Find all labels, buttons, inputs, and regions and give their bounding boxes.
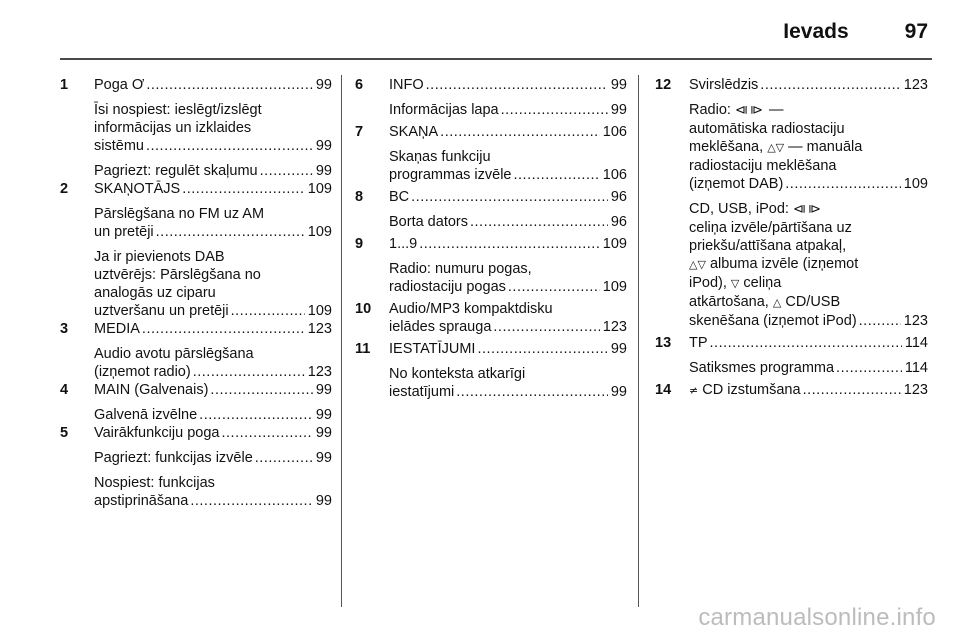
index-entry-8 <box>355 188 627 231</box>
entry-sub: Ja ir pievienots DAB uztvērējs: Pārslēgšana no analogās uz ciparu uztveršanu un pretēji ..... 109 <box>94 248 332 320</box>
entry-page: 123 <box>307 321 332 337</box>
entry-sub: No konteksta atkarīgi iestatījumi ..... 99 <box>389 365 627 401</box>
entry-page: 123 <box>903 382 928 398</box>
down-arrow-icon: ▽ <box>730 277 740 290</box>
index-entry-10: 10 Audio/MP3 kompaktdisku ielādes sprauga ..... 123 <box>355 300 627 336</box>
entry-number: 9 <box>355 236 364 252</box>
column-divider <box>638 75 639 607</box>
entry-page: 109 <box>307 181 332 197</box>
entry-label: Audio/MP3 kompaktdisku <box>389 301 553 317</box>
index-entry-14 <box>655 381 928 400</box>
entry-label: Poga Ơ <box>94 77 145 93</box>
index-column-3 <box>655 76 928 400</box>
eject-icon: ≠ <box>689 384 699 397</box>
watermark: carmanualsonline.info <box>698 604 936 631</box>
entry-page: 106 <box>602 124 627 140</box>
index-entry-7 <box>355 123 627 184</box>
entry-label: 1...9 <box>389 236 418 252</box>
entry-number: 5 <box>60 425 69 441</box>
index-entry-5 <box>60 424 332 510</box>
index-entry-6 <box>355 76 627 119</box>
entry-number: 7 <box>355 124 364 140</box>
entry-number: 11 <box>355 341 371 357</box>
entry-sub: Informācijas lapa ..... 99 <box>389 101 627 119</box>
index-entry-3 <box>60 320 332 381</box>
column-divider <box>341 75 342 607</box>
entry-page: 99 <box>315 382 332 398</box>
entry-page: 109 <box>602 236 627 252</box>
entry-label: CD izstumšana <box>702 382 801 398</box>
index-entry-9 <box>355 235 627 296</box>
entry-sub: Nospiest: funkcijas apstiprināšana ..... 99 <box>94 474 332 510</box>
entry-sub: CD, USB, iPod: ⧏⧐ celiņa izvēle/pārtīšana uz priekšu/attīšana atpakaļ, △▽ albuma izvēle (izņemot iPod), ▽ celiņa atkārtošana, △ CD/USB skenēšana (izņemot iPod) ..... 123 <box>689 200 928 330</box>
header-rule <box>60 58 932 60</box>
entry-number: 8 <box>355 189 364 205</box>
index-entry-11 <box>355 340 627 401</box>
seek-arrows-icon: ⧏⧐ <box>792 202 823 217</box>
index-entry-4 <box>60 381 332 424</box>
entry-sub: Audio avotu pārslēgšana (izņemot radio) ..... 123 <box>94 345 332 381</box>
entry-label: TP <box>689 335 708 351</box>
entry-page: 96 <box>610 189 627 205</box>
index-entry-13 <box>655 334 928 377</box>
entry-label: Svirslēdzis <box>689 77 759 93</box>
entry-sub: Satiksmes programma ..... 114 <box>689 359 928 377</box>
entry-page: 123 <box>903 77 928 93</box>
index-entry-2 <box>60 180 332 320</box>
up-down-arrows-icon: △▽ <box>689 258 706 271</box>
entry-page: 99 <box>610 341 627 357</box>
seek-arrows-icon: ⧏⧐ <box>734 103 765 118</box>
entry-sub: Galvenā izvēlne ..... 99 <box>94 406 332 424</box>
up-arrow-icon: △ <box>772 296 782 309</box>
entry-page: 114 <box>904 335 928 351</box>
entry-sub: Pagriezt: regulēt skaļumu ..... 99 <box>94 162 332 180</box>
entry-label: SKAŅA <box>389 124 439 140</box>
entry-number: 4 <box>60 382 69 398</box>
index-entry-12 <box>655 76 928 330</box>
entry-label: IESTATĪJUMI <box>389 341 476 357</box>
entry-sub: Borta dators ..... 96 <box>389 213 627 231</box>
entry-label: SKAŅOTĀJS <box>94 181 181 197</box>
entry-label: INFO <box>389 77 424 93</box>
entry-sub: Radio: numuru pogas, radiostaciju pogas ..... 109 <box>389 260 627 296</box>
up-down-arrows-icon: △▽ <box>767 141 785 154</box>
entry-number: 2 <box>60 181 69 197</box>
entry-number: 1 <box>60 77 69 93</box>
entry-number: 6 <box>355 77 364 93</box>
entry-label: Vairākfunkciju poga <box>94 425 220 441</box>
entry-number: 10 <box>355 301 372 317</box>
page-section-title: Ievads <box>783 20 849 43</box>
page-number: 97 <box>904 20 928 43</box>
index-entry-1 <box>60 76 332 180</box>
entry-page: 99 <box>610 77 627 93</box>
entry-sub: Īsi nospiest: ieslēgt/izslēgt informācijas un izklaides sistēmu ..... 99 <box>94 101 332 155</box>
entry-sub: Pagriezt: funkcijas izvēle ..... 99 <box>94 449 332 467</box>
entry-number: 14 <box>655 382 672 398</box>
entry-sub: Pārslēgšana no FM uz AM un pretēji ..... 109 <box>94 205 332 241</box>
index-column-1 <box>60 76 332 510</box>
entry-number: 12 <box>655 77 672 93</box>
entry-number: 13 <box>655 335 672 351</box>
entry-sub: Radio: ⧏⧐ — automātiska radiostaciju meklēšana, △▽ — manuāla radiostaciju meklēšana (izņemot DAB) ..... 109 <box>689 101 928 193</box>
entry-label: MAIN (Galvenais) <box>94 382 209 398</box>
entry-label: MEDIA <box>94 321 140 337</box>
index-column-2 <box>355 76 627 401</box>
entry-sub: Skaņas funkciju programmas izvēle ..... 106 <box>389 148 627 184</box>
entry-page: 123 <box>602 319 627 335</box>
entry-number: 3 <box>60 321 69 337</box>
entry-page: 99 <box>315 425 332 441</box>
entry-page: 99 <box>315 77 332 93</box>
entry-label: BC <box>389 189 410 205</box>
